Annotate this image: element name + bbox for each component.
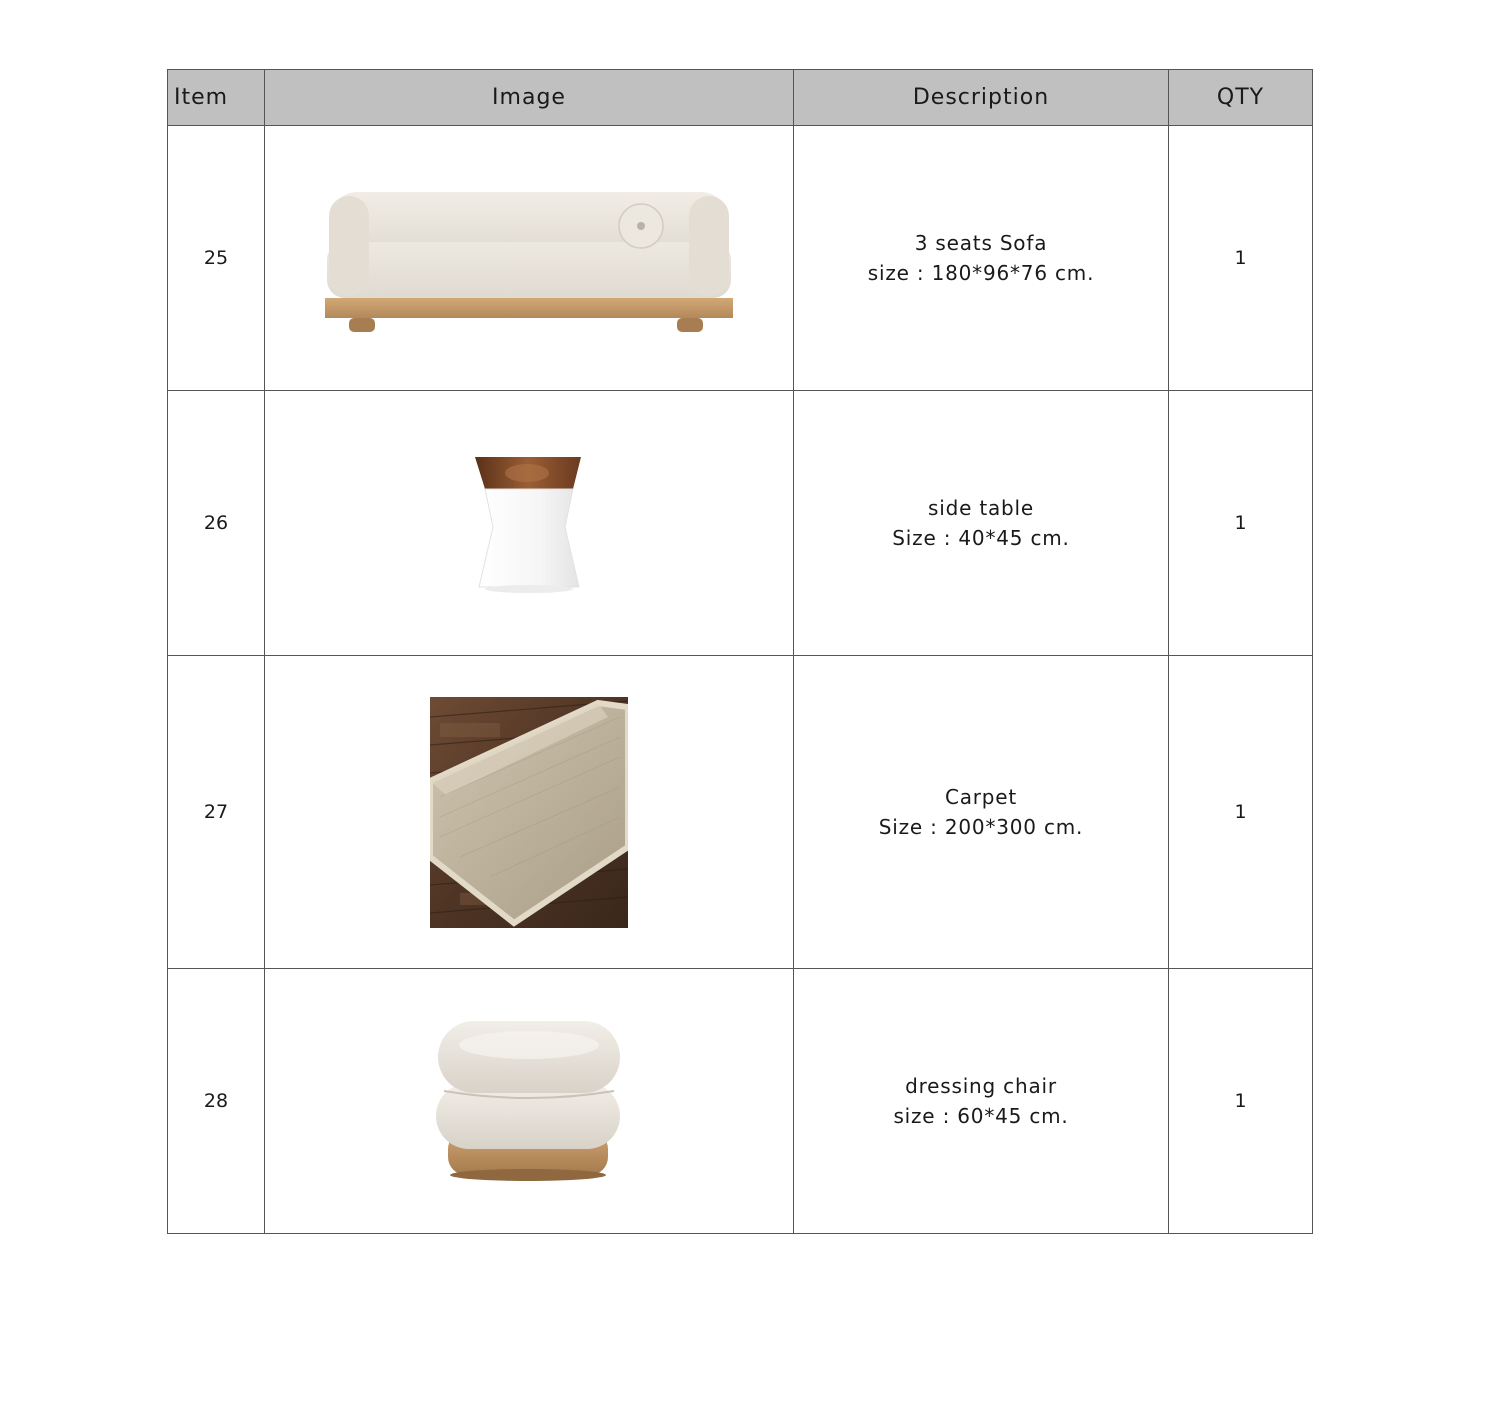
table-row [168, 391, 1313, 656]
item-number: 27 [168, 656, 265, 969]
header-qty: QTY [1169, 70, 1313, 126]
table-header-row [168, 70, 1313, 126]
image-cell [265, 969, 794, 1234]
item-size: size : 60*45 cm. [893, 1104, 1069, 1128]
table-row [168, 656, 1313, 969]
item-number: 26 [168, 391, 265, 656]
item-size: Size : 200*300 cm. [878, 815, 1084, 839]
item-number: 28 [168, 969, 265, 1234]
item-name: side table [928, 496, 1034, 520]
item-name: Carpet [944, 785, 1018, 809]
image-cell [265, 126, 794, 391]
item-name: dressing chair [905, 1074, 1057, 1098]
item-qty: 1 [1169, 391, 1313, 656]
item-number: 25 [168, 126, 265, 391]
image-cell [265, 656, 794, 969]
header-image: Image [265, 70, 794, 126]
item-qty: 1 [1169, 656, 1313, 969]
item-qty: 1 [1169, 969, 1313, 1234]
header-description: Description [794, 70, 1169, 126]
sofa-image [323, 178, 735, 338]
item-size: Size : 40*45 cm. [892, 526, 1070, 550]
dressing-chair-image [434, 1019, 624, 1183]
carpet-image [430, 697, 628, 928]
description-cell [794, 391, 1169, 656]
table-row [168, 969, 1313, 1234]
description-cell [794, 126, 1169, 391]
table-row [168, 126, 1313, 391]
image-cell [265, 391, 794, 656]
item-size: size : 180*96*76 cm. [867, 261, 1095, 285]
description-cell [794, 969, 1169, 1234]
side-table-image [469, 449, 589, 597]
item-qty: 1 [1169, 126, 1313, 391]
header-item: Item [168, 70, 265, 126]
item-name: 3 seats Sofa [914, 231, 1048, 255]
description-cell [794, 656, 1169, 969]
furniture-schedule-table [167, 69, 1313, 1234]
